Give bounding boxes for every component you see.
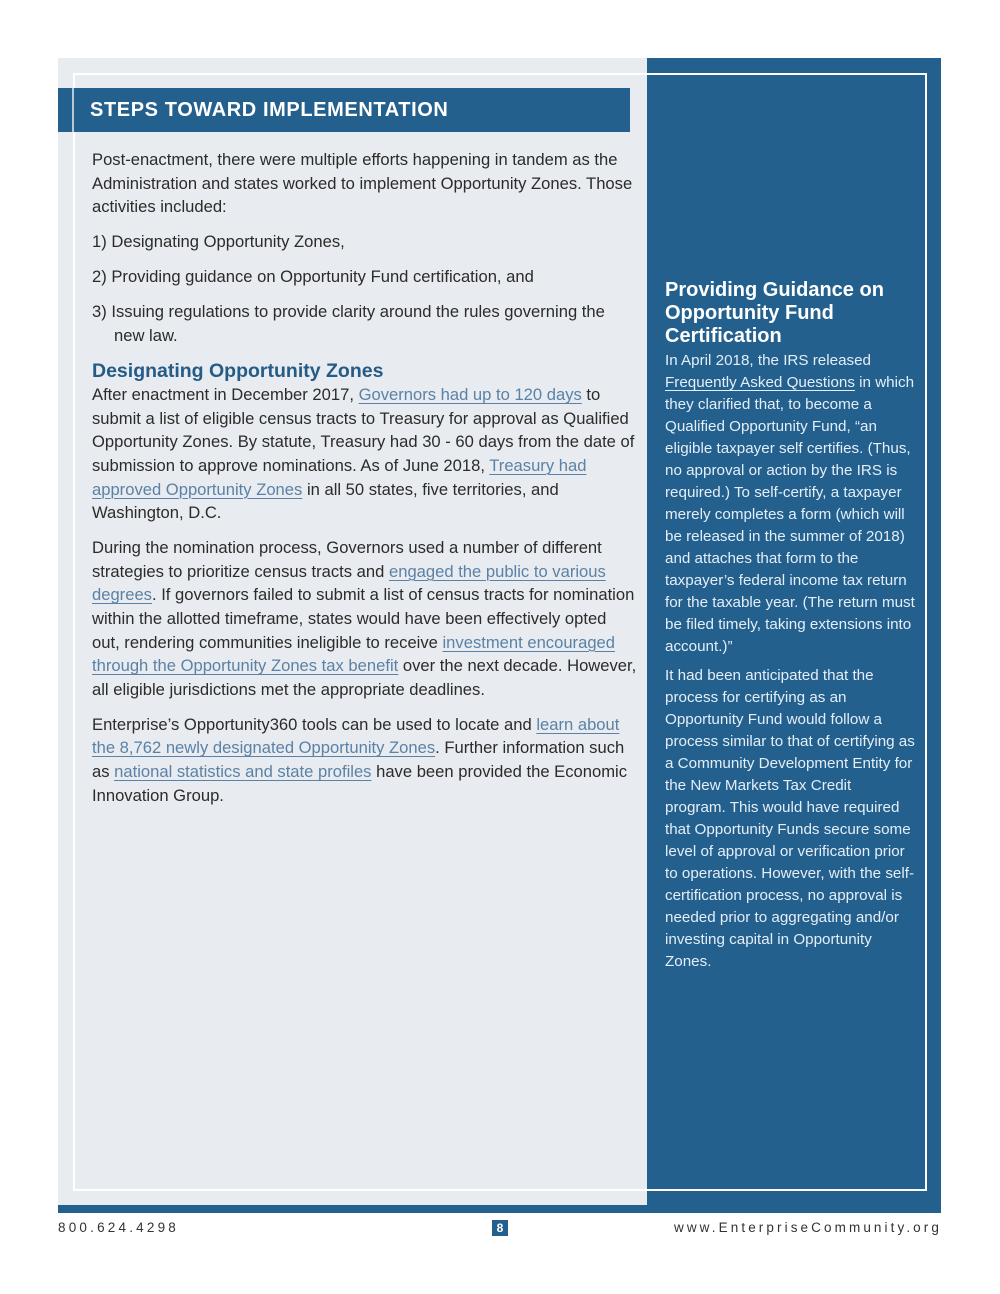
sidebar-paragraph-faq xyxy=(665,350,915,658)
main-column xyxy=(92,148,637,819)
paragraph-opportunity360 xyxy=(92,713,637,807)
link-national-statistics[interactable]: national statistics and state profiles xyxy=(114,762,372,782)
sidebar-heading: Providing Guidance on Opportunity Fund Certification xyxy=(665,279,884,347)
text: in which they clarified that, to become a Qualified Opportunity Fund, “an eligible taxpayer self certifies. (Thus, no approval or action by the IRS is required.) To self-certify, a taxpayer merely completes a form (which will be released in the summer of 2018) and attaches that form to the taxpayer’s federal income tax return for the taxable year. (The return must be filed timely, taking extensions into account.)” xyxy=(665,374,915,655)
list-item: 1) Designating Opportunity Zones, xyxy=(92,232,345,252)
link-governors-120-days[interactable]: Governors had up to 120 days xyxy=(358,385,582,405)
page-number-badge: 8 xyxy=(492,1220,508,1236)
text: to submit a list of eligible census tracts to Treasury for approval as Qualified Opportunity Zones. By statute, Treasury had 30 - 60 days from the date of submission to approve nominations. As of June 2018, xyxy=(92,385,635,475)
text: have been provided the Economic Innovation Group. xyxy=(92,762,628,805)
bottom-accent-bar xyxy=(58,1205,941,1213)
text: . If governors failed to submit a list of census tracts for nomination within the allotted timeframe, states would have been effectively opted out, rendering communities ineligible to receive xyxy=(92,585,635,652)
link-faq[interactable]: Frequently Asked Questions xyxy=(665,374,855,391)
link-treasury-approved[interactable]: Treasury had approved Opportunity Zones xyxy=(92,455,587,499)
link-engaged-public[interactable]: engaged the public to various degrees xyxy=(92,561,606,605)
text: in all 50 states, five territories, and Washington, D.C. xyxy=(92,479,559,523)
sidebar-column xyxy=(665,279,915,980)
footer-website[interactable]: www.EnterpriseCommunity.org xyxy=(673,1220,942,1235)
list-item: 3) Issuing regulations to provide clarity around the rules governing the new law. xyxy=(92,302,605,346)
page-title: STEPS TOWARD IMPLEMENTATION xyxy=(90,99,449,121)
intro-paragraph: Post-enactment, there were multiple efforts happening in tandem as the Administration and states worked to implement Opportunity Zones. Those activities included: xyxy=(92,150,633,217)
paragraph-nomination xyxy=(92,536,637,701)
footer-phone: 800.624.4298 xyxy=(58,1220,179,1235)
paragraph-designating xyxy=(92,383,637,525)
section-heading: Designating Opportunity Zones xyxy=(92,360,384,383)
header-divider xyxy=(72,88,74,132)
text: After enactment in December 2017, xyxy=(92,385,359,405)
section-header-bar xyxy=(58,88,630,132)
text: . Further information such as xyxy=(92,738,625,782)
text: Enterprise’s Opportunity360 tools can be used to locate and xyxy=(92,714,537,734)
text: over the next decade. However, all eligible jurisdictions met the appropriate deadlines. xyxy=(92,656,637,699)
list-item: 2) Providing guidance on Opportunity Fund certification, and xyxy=(92,267,534,287)
text: In April 2018, the IRS released xyxy=(665,352,872,369)
text: During the nomination process, Governors used a number of different strategies to prioritize census tracts and xyxy=(92,538,602,581)
link-learn-about-zones[interactable]: learn about the 8,762 newly designated Opportunity Zones xyxy=(92,714,620,758)
sidebar-paragraph-anticipated: It had been anticipated that the process for certifying as an Opportunity Fund would follow a process similar to that of certifying as a Community Development Entity for the New Markets Tax Credit program. This would have required that Opportunity Funds secure some level of approval or verification prior to operations. However, with the self-certification process, no approval is needed prior to aggregating and/or investing capital in Opportunity Zones. xyxy=(665,667,915,970)
link-investment-encouraged[interactable]: investment encouraged through the Opportunity Zones tax benefit xyxy=(92,632,616,676)
